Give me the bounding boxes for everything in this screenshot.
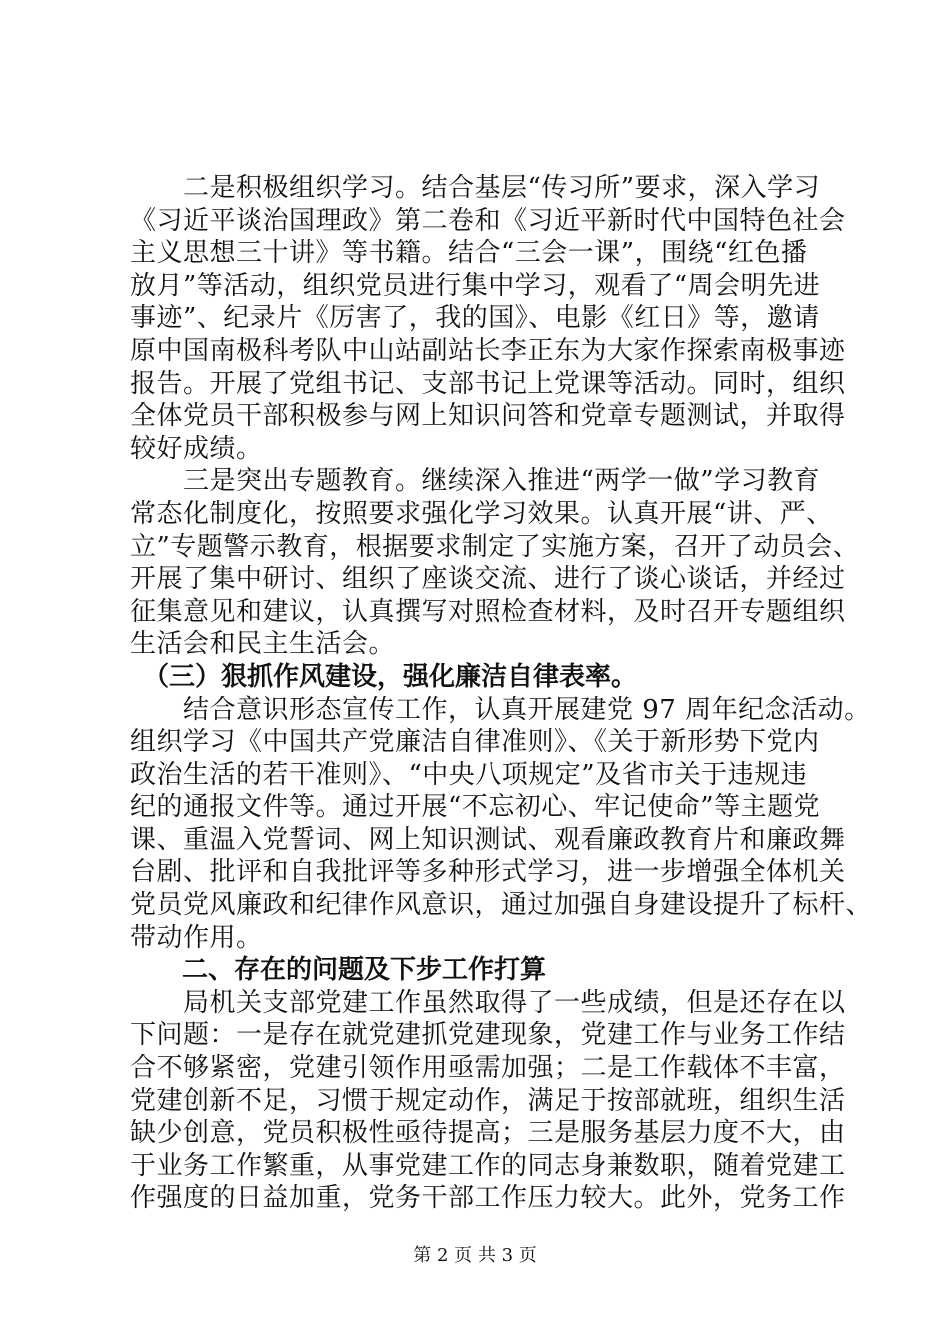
paragraph-line: 原中国南极科考队中山站副站长李正东为大家作探索南极事迹 <box>130 335 846 366</box>
paragraph-line: 局机关支部党建工作虽然取得了一些成绩，但是还存在以 <box>130 987 846 1018</box>
paragraph-line: 纪的通报文件等。通过开展“不忘初心、牢记使命”等主题党 <box>130 792 821 823</box>
paragraph-line: 作强度的日益加重，党务干部工作压力较大。此外，党务工作 <box>130 1183 846 1214</box>
paragraph-line: 生活会和民主生活会。 <box>130 629 396 660</box>
paragraph-line: 结合意识形态宣传工作，认真开展建党 97 周年纪念活动。 <box>130 694 871 725</box>
paragraph-line: 政治生活的若干准则》、“中央八项规定”及省市关于违规违 <box>130 759 808 790</box>
paragraph-line: 党建创新不足，习惯于规定动作，满足于按部就班，组织生活 <box>130 1085 846 1116</box>
section-heading: 二、存在的问题及下步工作打算 <box>130 955 547 986</box>
paragraph-line: 报告。开展了党组书记、支部书记上党课等活动。同时，组织 <box>130 368 846 399</box>
paragraph-line: 全体党员干部积极参与网上知识问答和党章专题测试，并取得 <box>130 401 846 432</box>
section-heading: （三）狠抓作风建设，强化廉洁自律表率。 <box>130 661 638 692</box>
paragraph-line: 下问题：一是存在就党建抓党建现象，党建工作与业务工作结 <box>130 1020 846 1051</box>
page-footer: 第 2 页 共 3 页 <box>413 1245 537 1266</box>
paragraph-line: 缺少创意，党员积极性亟待提高；三是服务基层力度不大，由 <box>130 1118 846 1149</box>
paragraph-line: 课、重温入党誓词、网上知识测试、观看廉政教育片和廉政舞 <box>130 824 846 855</box>
document-body <box>130 172 873 1215</box>
paragraph-line: 放月”等活动，组织党员进行集中学习，观看了“周会明先进 <box>130 270 821 301</box>
paragraph-line: 台剧、批评和自我批评等多种形式学习，进一步增强全体机关 <box>130 857 846 888</box>
paragraph-line: 开展了集中研讨、组织了座谈交流、进行了谈心谈话，并经过 <box>130 564 846 595</box>
paragraph-line: 三是突出专题教育。继续深入推进“两学一做”学习教育 <box>130 466 821 497</box>
paragraph-line: 带动作用。 <box>130 922 263 953</box>
paragraph-line: 合不够紧密，党建引领作用亟需加强；二是工作载体不丰富， <box>130 1053 846 1084</box>
paragraph-line: 党员党风廉政和纪律作风意识，通过加强自身建设提升了标杆、 <box>130 890 873 921</box>
paragraph-line: 较好成绩。 <box>130 433 263 464</box>
paragraph-line: 常态化制度化，按照要求强化学习效果。认真开展“讲、严、 <box>130 498 833 529</box>
paragraph-line: 主义思想三十讲》等书籍。结合“三会一课”，围绕“红色播 <box>130 238 808 269</box>
paragraph-line: 事迹”、纪录片《厉害了，我的国》、电影《红日》等，邀请 <box>130 303 820 334</box>
paragraph-line: 立”专题警示教育，根据要求制定了实施方案，召开了动员会、 <box>130 531 860 562</box>
paragraph-line: 组织学习《中国共产党廉洁自律准则》、《关于新形势下党内 <box>130 727 820 758</box>
paragraph-line: 二是积极组织学习。结合基层“传习所”要求，深入学习 <box>130 173 821 203</box>
paragraph-line: 征集意见和建议，认真撰写对照检查材料，及时召开专题组织 <box>130 596 846 627</box>
paragraph-line: 于业务工作繁重，从事党建工作的同志身兼数职，随着党建工 <box>130 1150 846 1181</box>
paragraph-line: 《习近平谈治国理政》第二卷和《习近平新时代中国特色社会 <box>130 205 846 236</box>
